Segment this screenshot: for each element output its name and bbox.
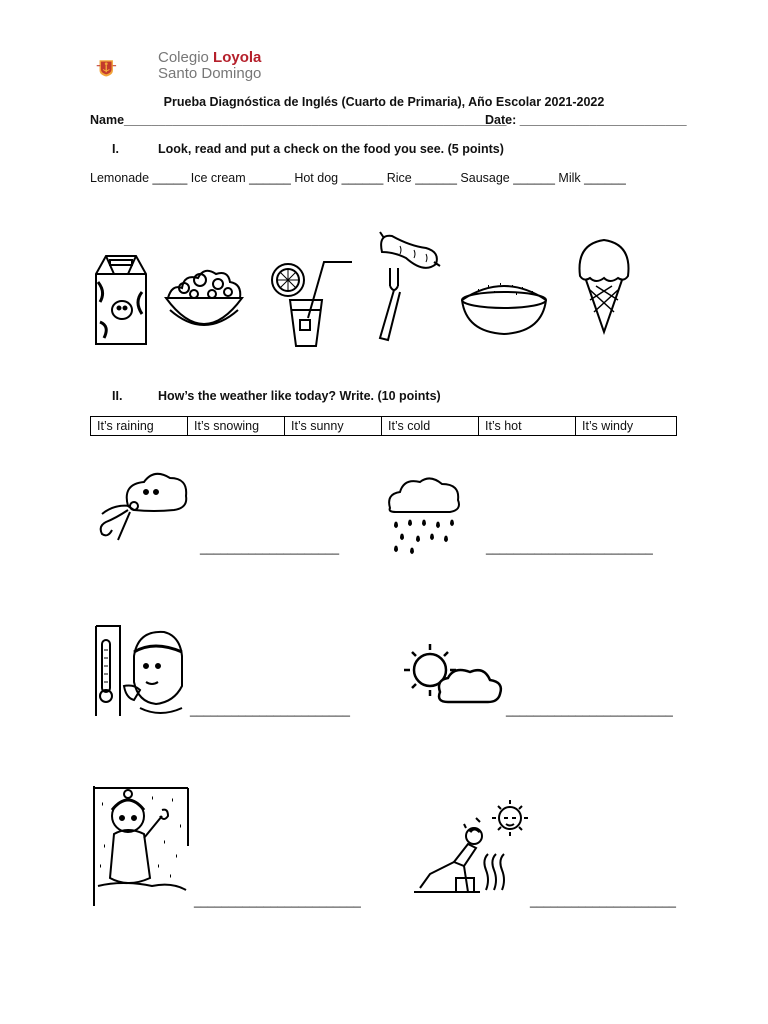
food-checklist: Lemonade _____ Ice cream ______ Hot dog ______ Rice ______ Sausage ______ Milk ______ xyxy=(90,171,626,185)
hot-sun-worker-icon xyxy=(410,796,534,902)
name-field: Name_______________________________________________________ xyxy=(90,113,507,127)
word-bank-cell: It’s raining xyxy=(91,417,188,436)
snowing-child-icon xyxy=(92,786,190,906)
salad-bowl-icon xyxy=(160,250,248,342)
section-1-number: I. xyxy=(112,142,119,156)
weather-word-bank xyxy=(90,416,677,436)
answer-line-sunny: ________________________ xyxy=(506,703,673,717)
answer-line-raining: ________________________ xyxy=(486,541,653,555)
lemonade-glass-icon xyxy=(264,258,356,348)
school-logo-icon xyxy=(96,42,156,94)
answer-line-cold: _______________________ xyxy=(190,703,350,717)
word-bank-cell: It’s windy xyxy=(576,417,677,436)
milk-carton-icon xyxy=(92,252,150,347)
test-title: Prueba Diagnóstica de Inglés (Cuarto de Primaria), Año Escolar 2021-2022 xyxy=(163,95,605,109)
word-bank-cell: It’s sunny xyxy=(285,417,382,436)
section-1-instruction: Look, read and put a check on the food you see. (5 points) xyxy=(158,142,504,156)
windy-cloud-icon xyxy=(94,468,192,548)
sausage-on-fork-icon xyxy=(370,228,442,343)
word-bank-cell: It’s cold xyxy=(382,417,479,436)
section-2-instruction: How’s the weather like today? Write. (10 points) xyxy=(158,389,441,403)
date-field: Date: ________________________ xyxy=(485,113,687,127)
sun-behind-cloud-icon xyxy=(396,640,506,710)
cold-child-thermometer-icon xyxy=(94,626,186,718)
ice-cream-cone-icon xyxy=(574,234,634,334)
rice-bowl-icon xyxy=(458,274,550,336)
word-bank-cell: It’s hot xyxy=(479,417,576,436)
answer-line-hot: _____________________ xyxy=(530,894,676,908)
rain-cloud-icon xyxy=(384,476,464,556)
word-bank-cell: It’s snowing xyxy=(188,417,285,436)
answer-line-snowing: ________________________ xyxy=(194,894,361,908)
school-name: Colegio Loyola Santo Domingo xyxy=(158,49,262,82)
section-2-number: II. xyxy=(112,389,123,403)
answer-line-windy: ____________________ xyxy=(200,541,340,555)
